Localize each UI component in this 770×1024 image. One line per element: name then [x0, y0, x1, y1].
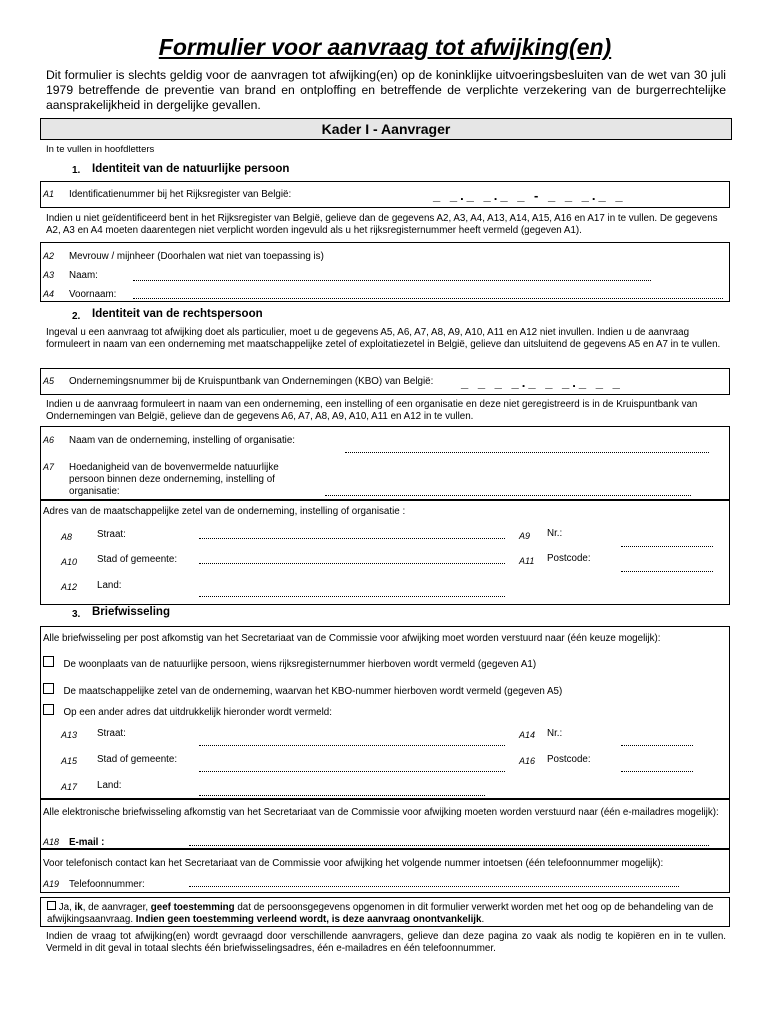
mail-intro: Alle briefwisseling per post afkomstig van het Secretariaat van de Commissie voor afwijking moet worden verstuurd naar (één keuze mogelijk): [43, 633, 661, 644]
a10-code: A10 [61, 557, 78, 567]
a14-code: A14 [519, 730, 536, 740]
consent-part-2: ik [74, 902, 83, 913]
a3-code: A3 [43, 270, 55, 280]
intro-text: Dit formulier is slechts geldig voor de aanvragen tot afwijking(en) op de koninklijke uitvoeringsbesluiten van de wet van 30 juli 1979 betreffende de preventie van brand en ontploffing en betreffende de verplichte verzekering van de burgerrechtelijke aansprakelijkheid in dergelijke gevallen. [46, 68, 726, 112]
address-box [40, 499, 730, 605]
city-field[interactable] [199, 553, 505, 564]
postcode-field[interactable] [621, 561, 713, 572]
last-name-field[interactable] [133, 270, 651, 281]
section-3-title: Briefwisseling [92, 606, 170, 618]
consent-part-7: . [481, 914, 485, 925]
a11-code: A11 [519, 556, 535, 566]
section-3-number: 3. [72, 609, 81, 620]
a15-code: A15 [61, 756, 78, 766]
a10-label: Stad of gemeente: [97, 554, 178, 565]
organisation-name-field[interactable] [345, 442, 709, 453]
consent-part-1: Ja, [58, 902, 75, 913]
a19-label: Telefoonnummer: [69, 879, 145, 890]
a2-a4-box [40, 242, 730, 302]
house-number-field[interactable] [621, 536, 713, 547]
a2-code: A2 [43, 251, 55, 261]
phone-box [40, 848, 730, 893]
a18-code: A18 [43, 837, 60, 847]
consent-part-4: geef toestemming [150, 902, 235, 913]
mail-country-field[interactable] [199, 785, 485, 796]
a12-label: Land: [97, 580, 122, 591]
a9-code: A9 [519, 531, 531, 541]
a1-box [40, 181, 730, 208]
a12-code: A12 [61, 582, 78, 592]
a5-box [40, 368, 730, 395]
a4-label: Voornaam: [69, 289, 117, 300]
option-other-address[interactable] [43, 702, 332, 720]
consent-text [47, 901, 723, 926]
a1-note: Indien u niet geïdentificeerd bent in het Rijksregister van België, gelieve dan de gegevens A2, A3, A4, A13, A14, A15, A16 en A17 in te vullen. De gegevens A2, A3 en A4 moeten daarentegen niet verplicht worden ingevuld als u het rijksregisternummer heeft vermeld (gegeven A1). [46, 213, 718, 236]
a3-label: Naam: [69, 270, 98, 281]
consent-box [40, 897, 730, 927]
section-1-number: 1. [72, 165, 81, 176]
section-2-title: Identiteit van de rechtspersoon [92, 308, 263, 320]
mail-city-field[interactable] [199, 761, 505, 772]
a7-label: Hoedanigheid van de bovenvermelde natuurlijke persoon binnen deze onderneming, instelling of organisatie: [69, 462, 279, 497]
checkbox-registered-office[interactable] [43, 683, 54, 694]
a7-code: A7 [43, 462, 55, 472]
mail-house-number-field[interactable] [621, 735, 693, 746]
consent-part-6: Indien geen toestemming verleend wordt, is deze aanvraag onontvankelijk [135, 914, 482, 925]
option-residence[interactable] [43, 654, 536, 672]
fill-note: In te vullen in hoofdletters [46, 144, 155, 155]
capacity-field[interactable] [325, 485, 691, 496]
form-title: Formulier voor aanvraag tot afwijking(en) [158, 34, 612, 60]
a17-code: A17 [61, 782, 78, 792]
kbo-number-field[interactable]: _ _ _ _._ _ _._ _ _ [461, 375, 623, 390]
a18-label: E-mail : [69, 837, 105, 848]
address-label: Adres van de maatschappelijke zetel van de onderneming, instelling of organisatie : [43, 506, 406, 517]
a8-label: Straat: [97, 529, 126, 540]
a6-label: Naam van de onderneming, instelling of organisatie: [69, 435, 296, 446]
consent-part-3: , de aanvrager, [82, 902, 151, 913]
a19-code: A19 [43, 879, 60, 889]
consent-checkbox[interactable] [47, 901, 56, 910]
a15-label: Stad of gemeente: [97, 754, 178, 765]
option-registered-office[interactable] [43, 681, 562, 699]
a5-note: Indien u de aanvraag formuleert in naam van een onderneming, een instelling of een organisatie en deze niet geregistreerd is in de Kruispuntbank van Ondernemingen van België, gelieve dan de gegevens A6, A7, A8, A9, A10, A11 en A12 in te vullen. [46, 399, 698, 422]
checkbox-other-address[interactable] [43, 704, 54, 715]
a1-label: Identificatienummer bij het Rijksregister van België: [69, 189, 292, 200]
section-header-kader: Kader I - Aanvrager [40, 118, 732, 140]
country-field[interactable] [199, 586, 505, 597]
first-name-field[interactable] [133, 288, 723, 299]
a2-label: Mevrouw / mijnheer (Doorhalen wat niet van toepassing is) [69, 251, 324, 262]
mail-street-field[interactable] [199, 735, 505, 746]
a8-code: A8 [61, 532, 73, 542]
checkbox-residence[interactable] [43, 656, 54, 667]
option-other-address-label: Op een ander adres dat uitdrukkelijk hieronder wordt vermeld: [63, 707, 332, 718]
a4-code: A4 [43, 289, 55, 299]
email-box [40, 798, 730, 850]
a1-code: A1 [43, 189, 55, 199]
a6-code: A6 [43, 435, 55, 445]
mail-box [40, 626, 730, 800]
section-1-title: Identiteit van de natuurlijke persoon [92, 163, 290, 175]
footer-note: Indien de vraag tot afwijking(en) wordt gevraagd door verschillende aanvragers, gelieve dan deze pagina zo vaak als nodig te kopiëren en in te vullen. Vermeld in dit geval in totaal slechts één briefwisselingsadres, één e-mailadres en één telefoonnummer. [46, 931, 726, 954]
a5-label: Ondernemingsnummer bij de Kruispuntbank van Ondernemingen (KBO) van België: [69, 376, 434, 387]
email-field[interactable] [189, 835, 709, 846]
a13-label: Straat: [97, 728, 126, 739]
option-residence-label: De woonplaats van de natuurlijke persoon, wiens rijksregisternummer hierboven wordt vermeld (gegeven A1) [63, 659, 537, 670]
option-registered-office-label: De maatschappelijke zetel van de onderneming, waarvan het KBO-nummer hierboven wordt vermeld (gegeven A5) [63, 686, 563, 697]
phone-field[interactable] [189, 876, 679, 887]
consent-part-5: dat de persoonsgegevens opgenomen in dit formulier verwerkt worden met het oog op de behandeling van de afwijkingsaanvraag. [47, 902, 714, 925]
a17-label: Land: [97, 780, 122, 791]
mail-postcode-field[interactable] [621, 761, 693, 772]
a13-code: A13 [61, 730, 78, 740]
email-intro: Alle elektronische briefwisseling afkomstig van het Secretariaat van de Commissie voor afwijking moeten worden verstuurd naar (één e-mailadres mogelijk): [43, 807, 719, 818]
section-2-number: 2. [72, 311, 81, 322]
a16-code: A16 [519, 756, 536, 766]
phone-intro: Voor telefonisch contact kan het Secretariaat van de Commissie voor afwijking het volgende nummer intoetsen (één telefoonnummer mogelijk): [43, 858, 664, 869]
a11-label: Postcode: [547, 553, 591, 564]
a9-label: Nr.: [547, 528, 563, 539]
a16-label: Postcode: [547, 754, 591, 765]
a5-code: A5 [43, 376, 55, 386]
section-2-note: Ingeval u een aanvraag tot afwijking doet als particulier, moet u de gegevens A5, A6, A7, A8, A9, A10, A11 en A12 niet invullen. Indien u de aanvraag formuleert in naam van een onderneming met maatschappelijke zetel of exploitatiezetel in België, gelieve dan uitsluitend de gegevens A5 en A7 in te vullen. [46, 327, 721, 350]
a6-a7-box [40, 426, 730, 501]
a14-label: Nr.: [547, 728, 563, 739]
a1-national-id-field[interactable]: _ _._ _._ _ - _ _ _._ _ [433, 188, 626, 203]
street-field[interactable] [199, 528, 505, 539]
